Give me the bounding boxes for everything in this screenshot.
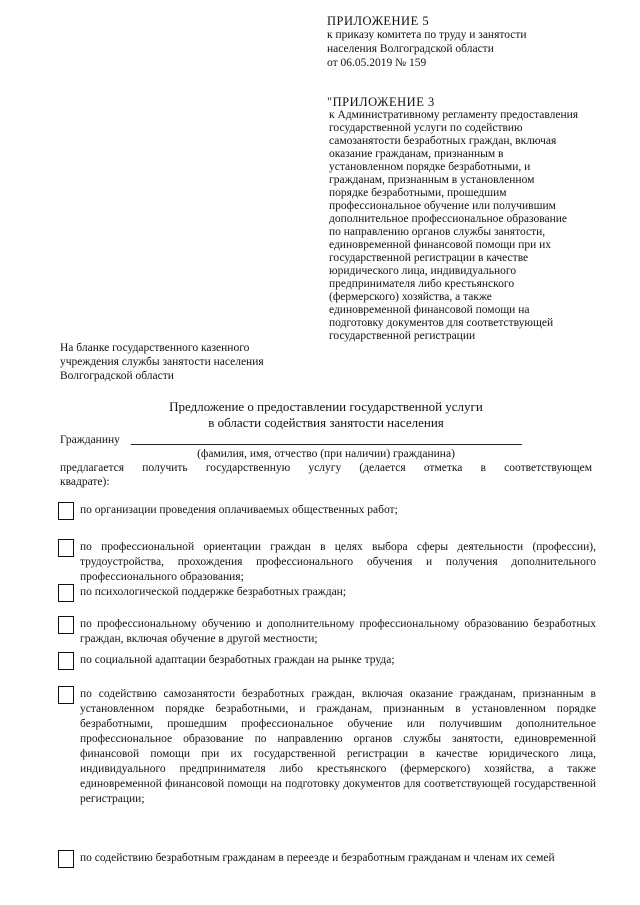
title-line-2: в области содействия занятости населения <box>208 415 444 430</box>
citizen-name-caption: (фамилия, имя, отчество (при наличии) гражданина) <box>197 448 455 460</box>
appendix-3-line: порядке безработными, прошедшим <box>329 187 507 199</box>
citizen-name-field[interactable] <box>131 444 522 445</box>
appendix-5-line: от 06.05.2019 № 159 <box>327 57 427 69</box>
appendix-3-line: государственной регистрации <box>329 330 476 342</box>
appendix-3-line: к Административному регламенту предоставления <box>329 109 579 121</box>
appendix-3-line: юридического лица, индивидуального <box>329 265 517 277</box>
appendix-3-line: по направлению органов службы занятости, <box>329 226 546 238</box>
appendix-3-block <box>327 96 597 343</box>
appendix-5-heading: ПРИЛОЖЕНИЕ 5 <box>327 14 430 28</box>
option-checkbox[interactable] <box>58 584 74 602</box>
appendix-3-line: подготовку документов для соответствующей <box>329 317 554 329</box>
appendix-3-line: предпринимателя либо крестьянского <box>329 278 515 290</box>
appendix-5-line: населения Волгоградской области <box>327 43 494 55</box>
appendix-3-line: государственной регистрации в качестве <box>329 252 529 264</box>
option-checkbox[interactable] <box>58 502 74 520</box>
option-checkbox[interactable] <box>58 686 74 704</box>
letterhead-line: Волгоградской области <box>60 370 174 382</box>
appendix-3-line: (фермерского) хозяйства, а также <box>329 291 492 303</box>
appendix-3-line: дополнительное профессиональное образование <box>329 213 567 225</box>
title-line-1: Предложение о предоставлении государственной услуги <box>169 399 483 414</box>
letterhead-line: учреждения службы занятости населения <box>60 356 264 368</box>
option-label: по профессиональной ориентации граждан в целях выбора сферы деятельности (профессии), трудоустройства, прохождения профессионального обучения и получения дополнительного профессионального образования; <box>80 541 596 583</box>
appendix-3-line: самозанятости безработных граждан, включая <box>329 135 557 147</box>
option-label: по профессиональному обучению и дополнительному профессиональному образованию безработных граждан, включая обучение в другой местности; <box>80 618 596 645</box>
option-checkbox[interactable] <box>58 652 74 670</box>
option-checkbox[interactable] <box>58 539 74 557</box>
option-checkbox[interactable] <box>58 616 74 634</box>
option-label: по организации проведения оплачиваемых общественных работ; <box>80 504 398 516</box>
appendix-3-heading: "ПРИЛОЖЕНИЕ 3 <box>327 95 435 109</box>
appendix-3-line: оказание гражданам, признанным в <box>329 148 504 160</box>
option-label: по содействию безработным гражданам в переезде и безработным гражданам и членам их семей <box>80 852 555 864</box>
offer-text: предлагается получить государственную услугу (делается отметка в соответствующем <box>60 462 592 474</box>
appendix-5-line: к приказу комитета по труду и занятости <box>327 29 527 41</box>
letterhead-line: На бланке государственного казенного <box>60 342 250 354</box>
appendix-5-block <box>327 14 627 70</box>
document-title <box>60 399 592 431</box>
option-label: по содействию самозанятости безработных граждан, включая оказание гражданам, признанным в установленном порядке безработными, и гражданам, признанным в установленном порядке безработными, прошедшим профессиональное обучение или получившим дополнительное профессиональное образование по направлению органов службы занятости, единовременной финансовой помощи при их государственной регистрации в качестве юридического лица, индивидуального предпринимателя либо крестьянского (фермерского) хозяйства, а также единовременной финансовой помощи на подготовку документов для соответствующей государственной регистрации; <box>80 688 596 805</box>
appendix-3-line: профессиональное обучение или получившим <box>329 200 556 212</box>
letterhead-note <box>60 341 320 383</box>
option-label: по социальной адаптации безработных граждан на рынке труда; <box>80 654 395 666</box>
appendix-3-line: установленном порядке безработными, и <box>329 161 531 173</box>
option-label: по психологической поддержке безработных граждан; <box>80 586 347 598</box>
appendix-3-line: единовременной финансовой помощи на <box>329 304 530 316</box>
appendix-3-line: гражданам, признанным в установленном <box>329 174 535 186</box>
citizen-label: Гражданину <box>60 434 120 446</box>
option-checkbox[interactable] <box>58 850 74 868</box>
appendix-3-line: государственной услуги по содействию <box>329 122 523 134</box>
appendix-3-line: единовременной финансовой помощи при их <box>329 239 552 251</box>
offer-text-cont: квадрате): <box>60 476 110 488</box>
